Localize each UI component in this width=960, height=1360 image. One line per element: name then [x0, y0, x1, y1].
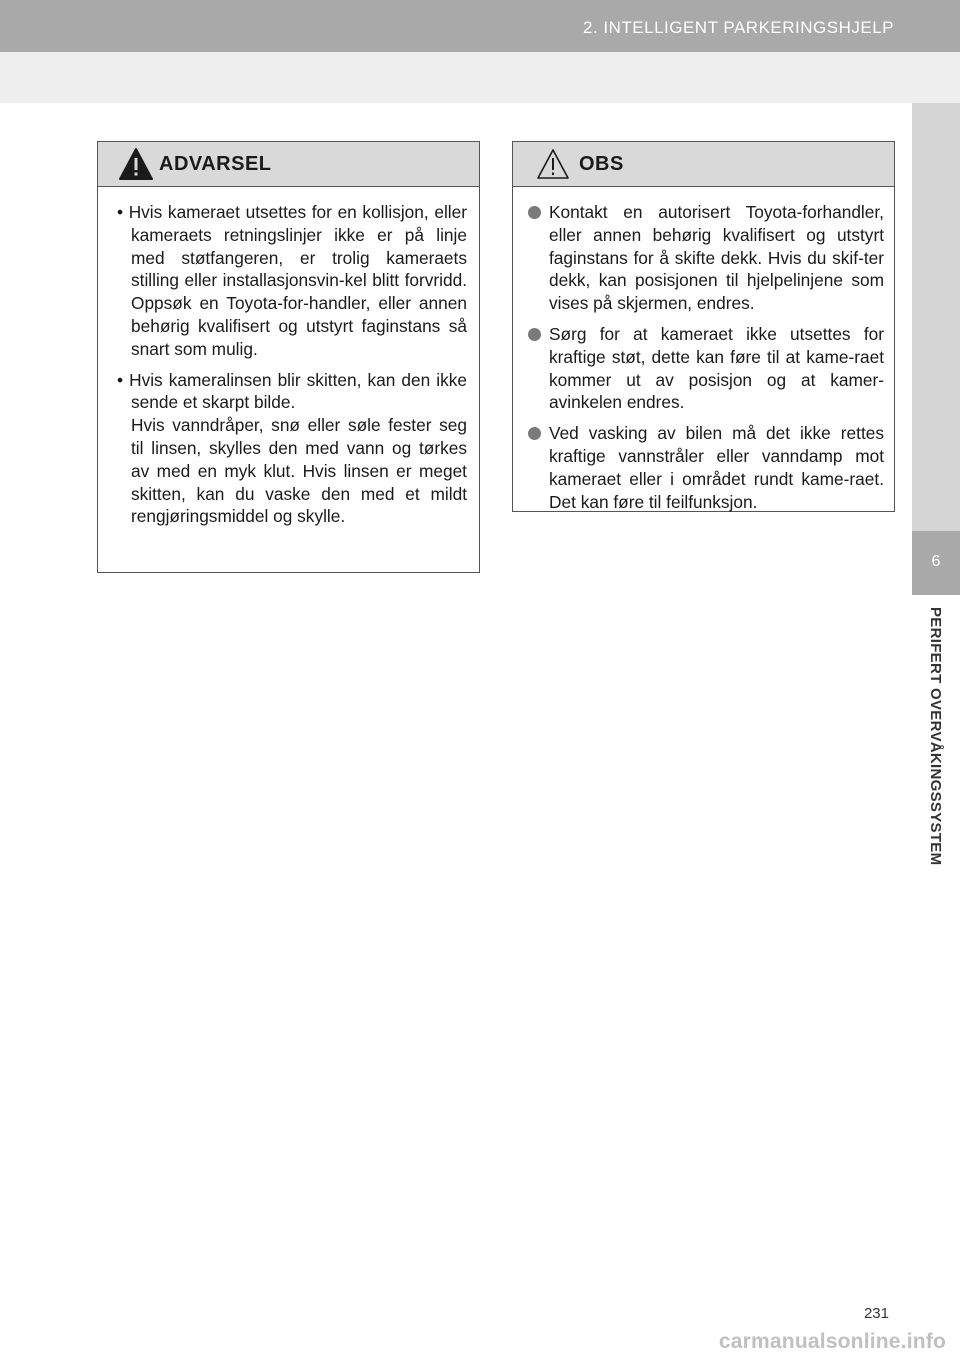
watermark: carmanualsonline.info [718, 1330, 946, 1353]
notice-item-text: Sørg for at kameraet ikke utsettes for kraftige støt, dette kan føre til at kame-raet kommer ut av posisjon og at kamer-avinkelen endres. [549, 323, 884, 413]
warning-triangle-icon [118, 147, 154, 181]
warning-box-header [98, 142, 479, 187]
warning-item-continuation: Hvis vanndråper, snø eller søle fester seg til linsen, skylles den med vann og tørkes av med en myk klut. Hvis linsen er meget skitten, kan du vaske den med et mildt rengjøringsmiddel og skylle. [131, 415, 467, 527]
notice-item [537, 323, 884, 414]
bullet-dot-icon [528, 328, 541, 341]
notice-item [537, 201, 884, 315]
warning-body [98, 187, 479, 528]
header-band [0, 52, 960, 103]
warning-title: ADVARSEL [159, 153, 272, 175]
notice-box [512, 141, 895, 512]
chapter-number: 6 [931, 553, 941, 570]
warning-item: • Hvis kameraet utsettes for en kollisjon, eller kameraets retningslinjer ikke er på linje med støtfangeren, er trolig kameraets stilling eller installasjonsvin-kel blitt forvridd. Oppsøk en Toyota-for-handler, eller annen behørig kvalifisert og utstyrt faginstans så snart som mulig. [117, 202, 467, 359]
chapter-tab [912, 531, 960, 595]
notice-title: OBS [579, 153, 624, 175]
notice-body [513, 187, 894, 513]
notice-item-text: Kontakt en autorisert Toyota-forhandler, eller annen behørig kvalifisert og utstyrt faginstans for å skifte dekk. Hvis du skif-ter dekk, kan posisjonen til hjelpelinjene som vises på skjermen, endres. [549, 202, 884, 314]
warning-item: • Hvis kameralinsen blir skitten, kan den ikke sende et skarpt bilde. [117, 369, 467, 413]
bullet-dot-icon [528, 427, 541, 440]
header-bar [0, 0, 960, 52]
notice-box-header [513, 142, 894, 187]
chapter-label: PERIFERT OVERVÅKINGSSYSTEM [927, 607, 944, 866]
notice-item-text: Ved vasking av bilen må det ikke rettes kraftige vannstråler eller vanndamp mot kameraet eller i området rundt kame-raet. Det kan føre til feilfunksjon. [549, 423, 884, 512]
side-tab-strip [912, 103, 960, 531]
notice-item [537, 422, 884, 513]
bullet-dot-icon [528, 206, 541, 219]
section-title: 2. INTELLIGENT PARKERINGSHJELP [582, 18, 894, 37]
page-number: 231 [863, 1305, 889, 1322]
warning-box [97, 141, 480, 573]
caution-triangle-icon [535, 147, 571, 181]
